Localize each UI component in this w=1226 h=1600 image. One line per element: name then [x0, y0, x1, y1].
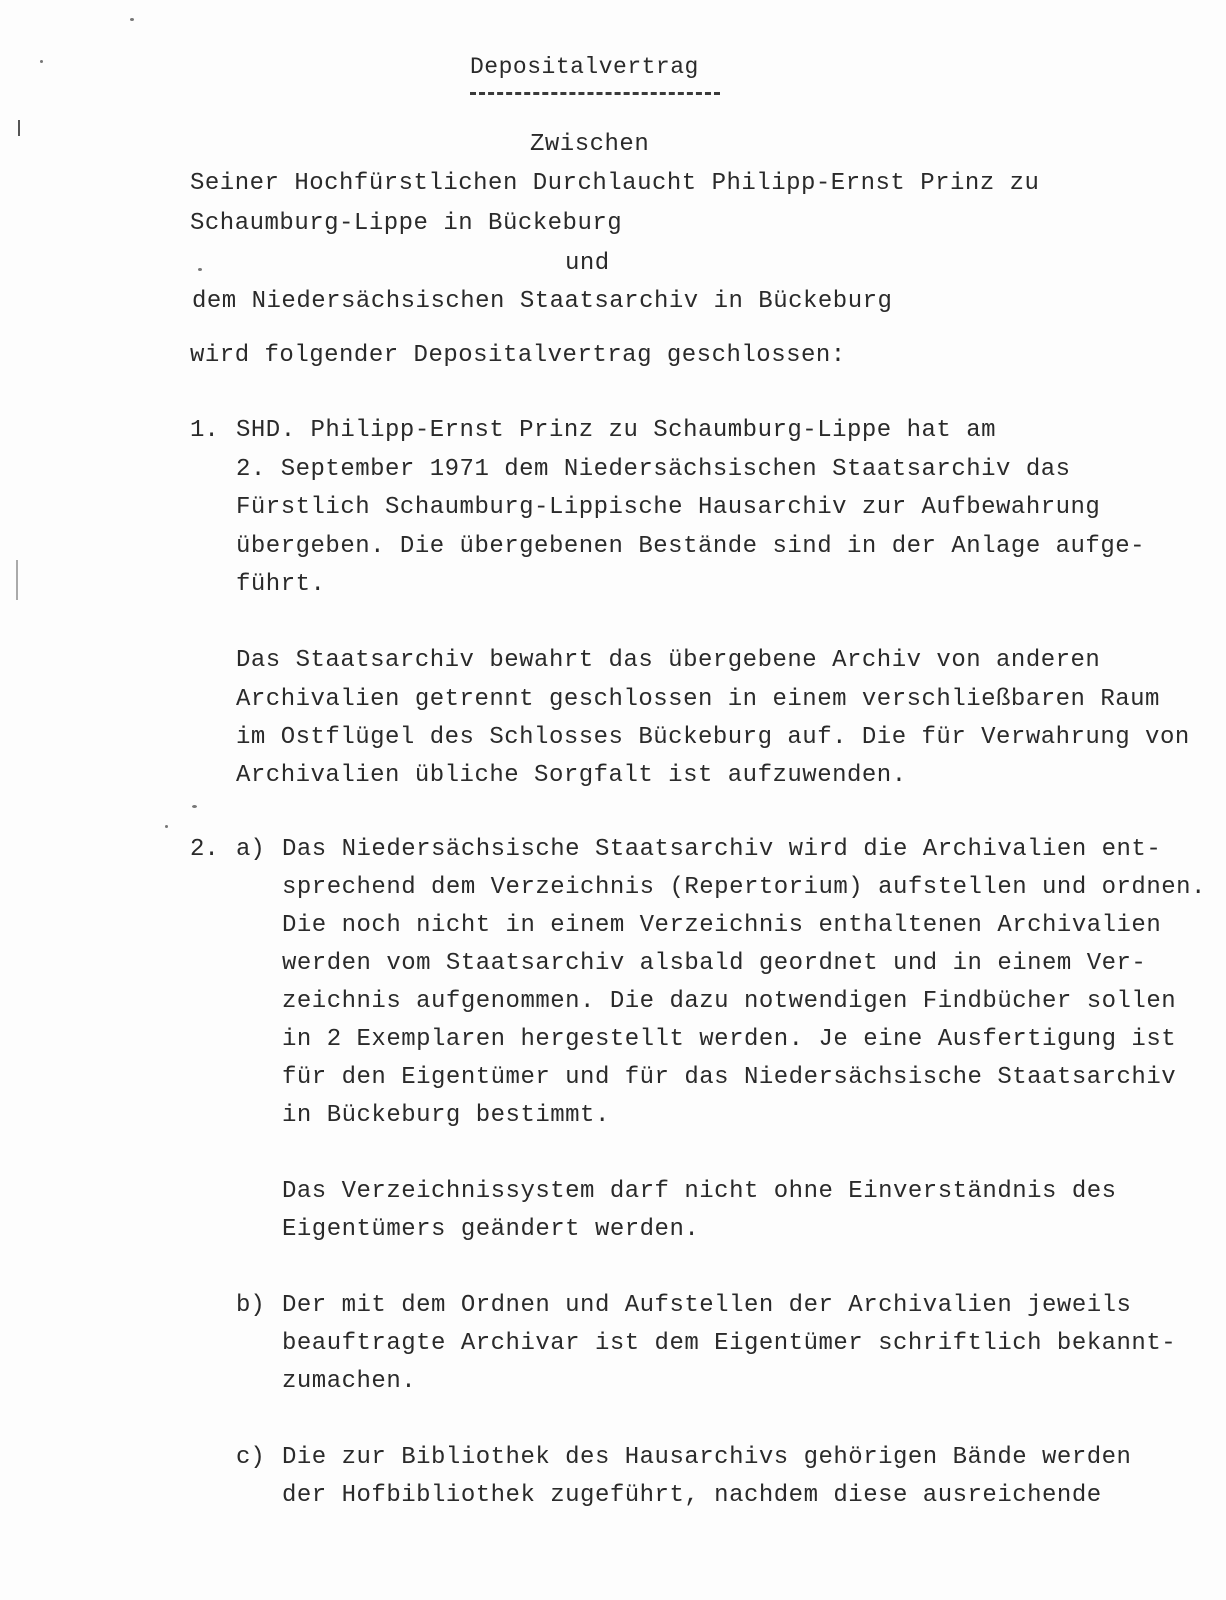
section2a-para1-line: in 2 Exemplaren hergestellt werden. Je eine Ausfertigung ist	[282, 1026, 1177, 1053]
closing-statement: wird folgender Depositalvertrag geschlossen:	[190, 342, 846, 369]
scan-speck	[165, 825, 168, 828]
document-title: Depositalvertrag	[470, 54, 699, 80]
binder-mark	[16, 560, 18, 600]
and-label: und	[565, 250, 610, 277]
section2a-para2-line: Eigentümers geändert werden.	[282, 1216, 700, 1243]
section2a-para1-line: Das Niedersächsische Staatsarchiv wird die Archivalien ent-	[282, 836, 1162, 863]
scan-speck	[130, 18, 134, 21]
section2c-para-line: Die zur Bibliothek des Hausarchivs gehörigen Bände werden	[282, 1444, 1132, 1471]
section2b-para-line: Der mit dem Ordnen und Aufstellen der Archivalien jeweils	[282, 1292, 1132, 1319]
section2b-para-line: zumachen.	[282, 1368, 417, 1395]
section2a-para2-line: Das Verzeichnissystem darf nicht ohne Einverständnis des	[282, 1178, 1117, 1205]
section1-para1-line: übergeben. Die übergebenen Bestände sind in der Anlage aufge-	[236, 533, 1146, 560]
between-label: Zwischen	[530, 131, 650, 158]
section1-para2-line: Archivalien übliche Sorgfalt ist aufzuwenden.	[236, 762, 907, 789]
section2a-para1-line: zeichnis aufgenommen. Die dazu notwendigen Findbücher sollen	[282, 988, 1177, 1015]
section2b-para-line: beauftragte Archivar ist dem Eigentümer schriftlich bekannt-	[282, 1330, 1177, 1357]
party2: dem Niedersächsischen Staatsarchiv in Bückeburg	[192, 288, 893, 315]
section1-number: 1.	[190, 417, 219, 444]
section1-para1-line: SHD. Philipp-Ernst Prinz zu Schaumburg-Lippe hat am	[236, 417, 997, 444]
section2-number: 2.	[190, 836, 219, 863]
section2a-para1-line: Die noch nicht in einem Verzeichnis enthaltenen Archivalien	[282, 912, 1162, 939]
scan-speck	[192, 805, 197, 808]
section2a-para1-line: sprechend dem Verzeichnis (Repertorium) aufstellen und ordnen.	[282, 874, 1206, 901]
scan-speck	[40, 60, 43, 63]
section1-para2-line: Archivalien getrennt geschlossen in einem verschließbaren Raum	[236, 686, 1160, 713]
section2b-label: b)	[236, 1292, 265, 1319]
section2c-para-line: der Hofbibliothek zugeführt, nachdem diese ausreichende	[282, 1482, 1102, 1509]
section2a-para1-line: für den Eigentümer und für das Niedersächsische Staatsarchiv	[282, 1064, 1177, 1091]
section2c-label: c)	[236, 1444, 265, 1471]
section2a-para1-line: werden vom Staatsarchiv alsbald geordnet und in einem Ver-	[282, 950, 1147, 977]
section2a-label: a)	[236, 836, 265, 863]
section1-para1-line: 2. September 1971 dem Niedersächsischen Staatsarchiv das	[236, 456, 1071, 483]
party1-line2: Schaumburg-Lippe in Bückeburg	[190, 210, 623, 237]
section1-para1-line: Fürstlich Schaumburg-Lippische Hausarchiv zur Aufbewahrung	[236, 494, 1101, 521]
scan-speck	[198, 268, 202, 271]
party1-line1: Seiner Hochfürstlichen Durchlaucht Philipp-Ernst Prinz zu	[190, 170, 1040, 197]
section1-para2-line: Das Staatsarchiv bewahrt das übergebene Archiv von anderen	[236, 647, 1101, 674]
section1-para1-line: führt.	[236, 571, 326, 598]
title-underline	[470, 92, 720, 95]
section2a-para1-line: in Bückeburg bestimmt.	[282, 1102, 610, 1129]
section1-para2-line: im Ostflügel des Schlosses Bückeburg auf. Die für Verwahrung von	[236, 724, 1190, 751]
binder-mark	[18, 120, 20, 136]
